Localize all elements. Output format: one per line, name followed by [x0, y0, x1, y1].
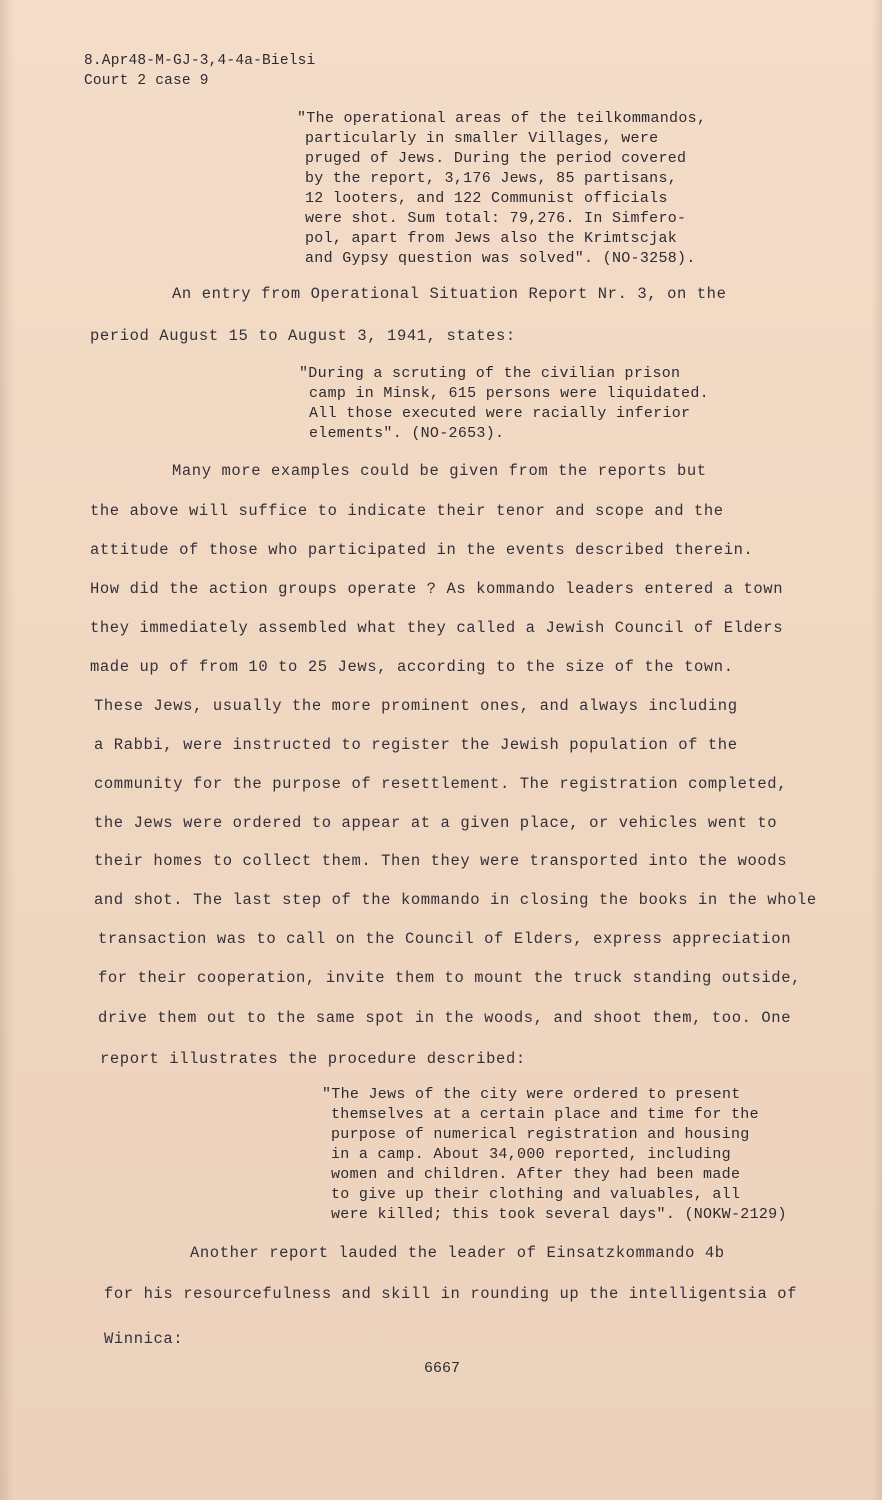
- court-case-label: Court 2 case 9: [84, 73, 209, 89]
- body-line: and shot. The last step of the kommando in closing the books in the whole: [94, 891, 817, 909]
- quote-line: pruged of Jews. During the period covered: [305, 150, 687, 167]
- body-line: community for the purpose of resettlement. The registration completed,: [94, 775, 788, 793]
- quote-line: themselves at a certain place and time for the: [331, 1106, 759, 1123]
- quote-line: All those executed were racially inferior: [309, 405, 691, 422]
- body-line: An entry from Operational Situation Report Nr. 3, on the: [172, 285, 727, 303]
- quote-line: "The Jews of the city were ordered to present: [322, 1086, 741, 1103]
- body-line: Many more examples could be given from the reports but: [172, 462, 707, 480]
- page-edge-shadow: [872, 0, 882, 1500]
- quote-line: were killed; this took several days". (NOKW-2129): [331, 1206, 787, 1223]
- body-line: they immediately assembled what they called a Jewish Council of Elders: [90, 619, 784, 637]
- quote-line: 12 looters, and 122 Communist officials: [305, 190, 668, 207]
- quote-line: "The operational areas of the teilkommandos,: [297, 110, 707, 127]
- body-line: for their cooperation, invite them to mount the truck standing outside,: [98, 969, 802, 987]
- page-number: 6667: [424, 1360, 461, 1377]
- body-line: report illustrates the procedure described:: [100, 1050, 526, 1068]
- body-line: attitude of those who participated in the events described therein.: [90, 541, 754, 559]
- quote-line: by the report, 3,176 Jews, 85 partisans,: [305, 170, 678, 187]
- quote-line: were shot. Sum total: 79,276. In Simfero-: [305, 210, 687, 227]
- body-line: a Rabbi, were instructed to register the Jewish population of the: [94, 736, 738, 754]
- body-line: made up of from 10 to 25 Jews, according to the size of the town.: [90, 658, 734, 676]
- body-line: the above will suffice to indicate their tenor and scope and the: [90, 502, 724, 520]
- quote-line: pol, apart from Jews also the Krimtscjak: [305, 230, 678, 247]
- quote-line: and Gypsy question was solved". (NO-3258).: [305, 250, 696, 267]
- body-line: Another report lauded the leader of Einsatzkommando 4b: [190, 1244, 725, 1262]
- quote-line: elements". (NO-2653).: [309, 425, 505, 442]
- quote-line: purpose of numerical registration and housing: [331, 1126, 750, 1143]
- body-line: These Jews, usually the more prominent ones, and always including: [94, 697, 738, 715]
- quote-line: women and children. After they had been made: [331, 1166, 741, 1183]
- body-line: their homes to collect them. Then they were transported into the woods: [94, 852, 788, 870]
- quote-line: "During a scruting of the civilian prison: [299, 365, 681, 382]
- body-line: Winnica:: [104, 1330, 184, 1348]
- quote-line: to give up their clothing and valuables, all: [331, 1186, 741, 1203]
- body-line: How did the action groups operate ? As kommando leaders entered a town: [90, 580, 784, 598]
- document-reference: 8.Apr48-M-GJ-3,4-4a-Bielsi: [84, 53, 316, 69]
- body-line: for his resourcefulness and skill in rounding up the intelligentsia of: [104, 1285, 798, 1303]
- page-edge-shadow: [0, 0, 14, 1500]
- quote-line: camp in Minsk, 615 persons were liquidated.: [309, 385, 709, 402]
- body-line: drive them out to the same spot in the woods, and shoot them, too. One: [98, 1009, 792, 1027]
- body-line: period August 15 to August 3, 1941, states:: [90, 327, 516, 345]
- quote-line: particularly in smaller Villages, were: [305, 130, 659, 147]
- body-line: transaction was to call on the Council of Elders, express appreciation: [98, 930, 792, 948]
- quote-line: in a camp. About 34,000 reported, including: [331, 1146, 731, 1163]
- body-line: the Jews were ordered to appear at a given place, or vehicles went to: [94, 814, 778, 832]
